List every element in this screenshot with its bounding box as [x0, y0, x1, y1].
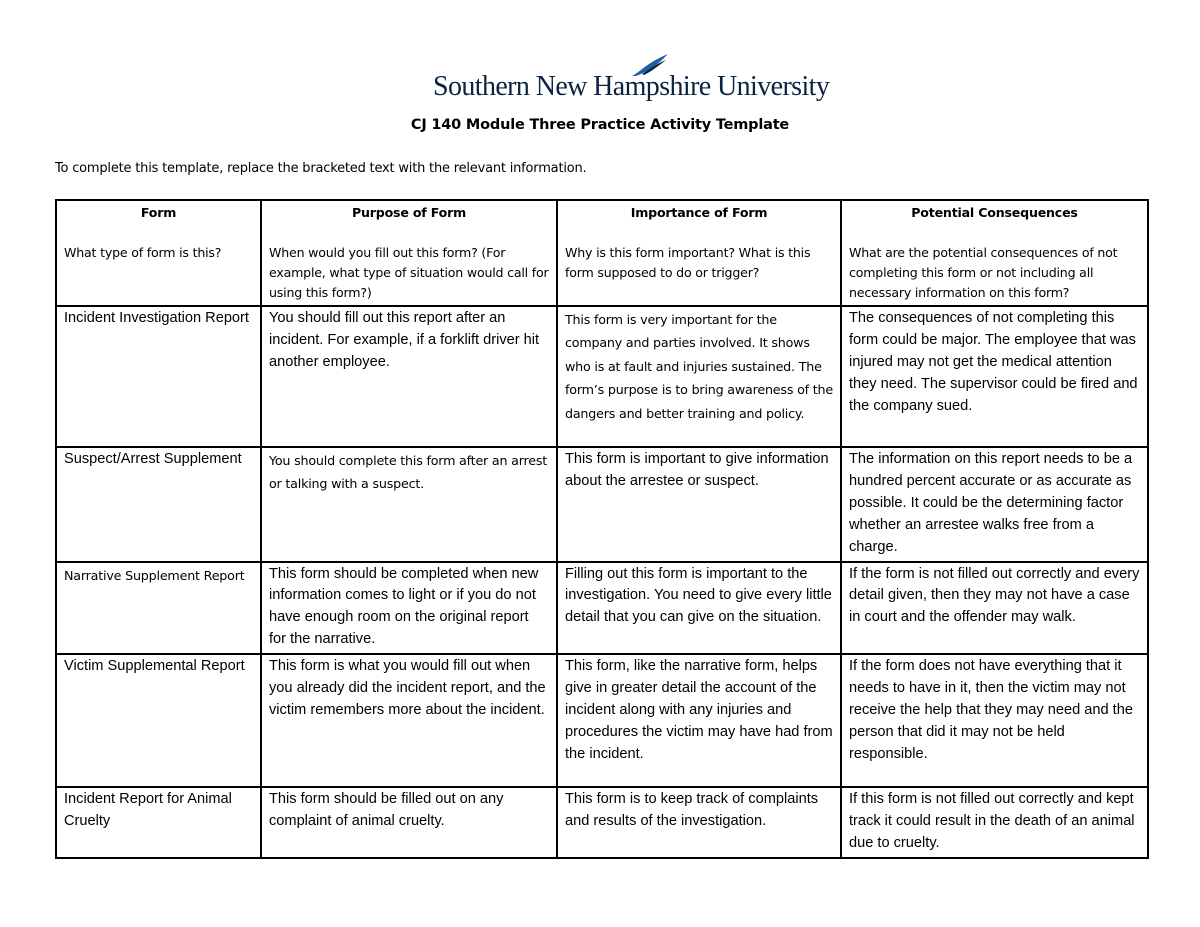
logo-wordmark: Southern New Hampshire University	[433, 71, 830, 102]
consequences-cell: The consequences of not completing this form could be major. The employee that was injured may not get the medical attention they need. The supervisor could be fired and the company sued.	[841, 306, 1148, 447]
header-cell-form	[56, 200, 261, 306]
column-question: Why is this form important? What is this form supposed to do or trigger?	[565, 245, 811, 280]
importance-cell: This form is to keep track of complaints and results of the investigation.	[557, 787, 841, 858]
importance-cell: Filling out this form is important to the investigation. You need to give every little detail that you can give on the situation.	[557, 562, 841, 655]
form-cell: Narrative Supplement Report	[56, 562, 261, 655]
purpose-cell: You should complete this form after an arrest or talking with a suspect.	[261, 447, 557, 562]
importance-cell: This form, like the narrative form, helps give in greater detail the account of the incident along with any injuries and procedures the victim may have had from the incident.	[557, 654, 841, 787]
column-label: Importance of Form	[630, 205, 768, 220]
table-row	[56, 562, 1148, 655]
column-question: What are the potential consequences of not completing this form or not including all necessary information on this form?	[849, 245, 1118, 300]
consequences-cell: If the form does not have everything that it needs to have in it, then the victim may not receive the help that they may need and the person that did it may not be held responsible.	[841, 654, 1148, 787]
consequences-cell: The information on this report needs to be a hundred percent accurate or as accurate as possible. It could be the determining factor whether an arrestee walks free from a charge.	[841, 447, 1148, 562]
table-header-row	[56, 200, 1148, 306]
column-label: Form	[140, 205, 177, 220]
column-question: When would you fill out this form? (For example, what type of situation would call for using this form?)	[269, 245, 549, 300]
document-title: CJ 140 Module Three Practice Activity Template	[410, 117, 790, 133]
table-row	[56, 787, 1148, 858]
table-row	[56, 447, 1148, 562]
purpose-cell: You should fill out this report after an incident. For example, if a forklift driver hit another employee.	[261, 306, 557, 447]
purpose-cell: This form should be completed when new information comes to light or if you do not have enough room on the original report for the narrative.	[261, 562, 557, 655]
table-row	[56, 306, 1148, 447]
column-question: What type of form is this?	[64, 245, 222, 260]
form-cell: Victim Supplemental Report	[56, 654, 261, 787]
form-cell: Incident Report for Animal Cruelty	[56, 787, 261, 858]
header-cell-importance	[557, 200, 841, 306]
column-label: Purpose of Form	[351, 205, 467, 220]
instructions-text: To complete this template, replace the bracketed text with the relevant information.	[55, 161, 587, 176]
importance-cell: This form is important to give information about the arrestee or suspect.	[557, 447, 841, 562]
header-cell-consequences	[841, 200, 1148, 306]
table-row	[56, 654, 1148, 787]
header-cell-purpose	[261, 200, 557, 306]
form-cell: Incident Investigation Report	[56, 306, 261, 447]
importance-cell: This form is very important for the company and parties involved. It shows who is at fault and injuries sustained. The form’s purpose is to bring awareness of the dangers and better training and policy.	[557, 306, 841, 447]
university-logo	[433, 52, 830, 104]
purpose-cell: This form should be filled out on any complaint of animal cruelty.	[261, 787, 557, 858]
consequences-cell: If the form is not filled out correctly and every detail given, then they may not have a case in court and the offender may walk.	[841, 562, 1148, 655]
column-label: Potential Consequences	[911, 205, 1078, 220]
forms-table	[55, 199, 1149, 859]
consequences-cell: If this form is not filled out correctly and kept track it could result in the death of an animal due to cruelty.	[841, 787, 1148, 858]
purpose-cell: This form is what you would fill out when you already did the incident report, and the victim remembers more about the incident.	[261, 654, 557, 787]
form-cell: Suspect/Arrest Supplement	[56, 447, 261, 562]
